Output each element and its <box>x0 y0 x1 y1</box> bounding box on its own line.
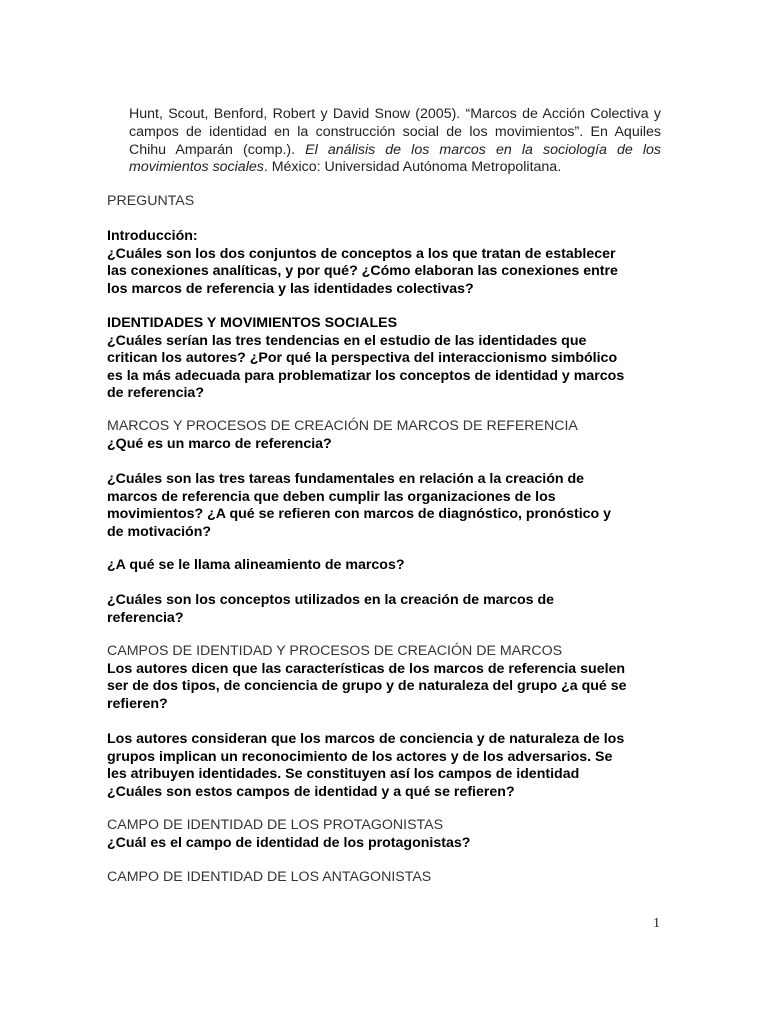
section-protagonistas <box>107 817 667 852</box>
antagonistas-heading: CAMPO DE IDENTIDAD DE LOS ANTAGONISTAS <box>107 869 432 885</box>
section-marcos <box>107 418 667 453</box>
citation-authors-and-article: Hunt, Scout, Benford, Robert y David Snow (2005). “Marcos de Acción Colectiva y campos de identidad en la construcción social de los movimientos”. En Aquiles Chihu Amparán (comp.). <box>129 106 661 158</box>
question-line: referencia? <box>107 609 184 626</box>
question-line: grupos implican un reconocimiento de los actores y de los adversarios. Se <box>107 748 613 765</box>
identidades-question-line: de referencia? <box>107 385 204 402</box>
intro-question-line: los marcos de referencia y las identidades colectivas? <box>107 280 474 297</box>
question-line: Los autores consideran que los marcos de conciencia y de naturaleza de los <box>107 731 625 747</box>
citation-publisher: . México: Universidad Autónoma Metropolitana. <box>263 159 562 176</box>
intro-heading: Introducción: <box>107 228 198 244</box>
marcos-tareas-question <box>107 471 667 541</box>
question-line: ser de dos tipos, de conciencia de grupo y de naturaleza del grupo ¿a qué se <box>107 678 627 695</box>
identidades-heading: IDENTIDADES Y MOVIMIENTOS SOCIALES <box>107 315 398 331</box>
marcos-question: ¿Qué es un marco de referencia? <box>107 435 332 452</box>
identidades-question-line: critican los autores? ¿Por qué la perspectiva del interaccionismo simbólico <box>107 350 618 367</box>
section-introduccion <box>107 228 667 298</box>
marcos-heading: MARCOS Y PROCESOS DE CREACIÓN DE MARCOS DE REFERENCIA <box>107 418 578 434</box>
question-line: ¿Cuáles son estos campos de identidad y a qué se refieren? <box>107 783 515 800</box>
question-line: les atribuyen identidades. Se constituyen así los campos de identidad <box>107 766 580 783</box>
marcos-alineamiento-question: ¿A qué se le llama alineamiento de marcos? <box>107 557 405 573</box>
campos-identidad-question <box>107 731 667 801</box>
citation-book-title: El análisis de los marcos en la sociología de los movimientos sociales <box>129 141 661 176</box>
intro-question-line: las conexiones analíticas, y por qué? ¿Cómo elaboran las conexiones entre <box>107 263 618 280</box>
question-line: de motivación? <box>107 523 212 540</box>
marcos-conceptos-question <box>107 592 667 627</box>
question-line: movimientos? ¿A qué se refieren con marcos de diagnóstico, pronóstico y <box>107 506 612 523</box>
protagonistas-question: ¿Cuál es el campo de identidad de los protagonistas? <box>107 834 471 851</box>
bibliographic-citation <box>129 106 661 177</box>
question-line: ¿Cuáles son los conceptos utilizados en la creación de marcos de <box>107 592 555 608</box>
identidades-question-line: ¿Cuáles serían las tres tendencias en el estudio de las identidades que <box>107 332 587 349</box>
question-line: refieren? <box>107 695 168 712</box>
intro-question-line: ¿Cuáles son los dos conjuntos de conceptos a los que tratan de establecer <box>107 245 616 262</box>
preguntas-label: PREGUNTAS <box>107 193 195 209</box>
section-campos <box>107 643 667 713</box>
identidades-question-line: es la más adecuada para problematizar los conceptos de identidad y marcos <box>107 367 625 384</box>
page-number: 1 <box>653 916 660 931</box>
question-line: ¿Cuáles son las tres tareas fundamentales en relación a la creación de <box>107 471 585 487</box>
section-identidades <box>107 315 667 403</box>
campos-heading: CAMPOS DE IDENTIDAD Y PROCESOS DE CREACIÓN DE MARCOS <box>107 643 563 659</box>
question-line: marcos de referencia que deben cumplir las organizaciones de los <box>107 488 556 505</box>
question-line: Los autores dicen que las características de los marcos de referencia suelen <box>107 660 626 677</box>
protagonistas-heading: CAMPO DE IDENTIDAD DE LOS PROTAGONISTAS <box>107 817 444 833</box>
